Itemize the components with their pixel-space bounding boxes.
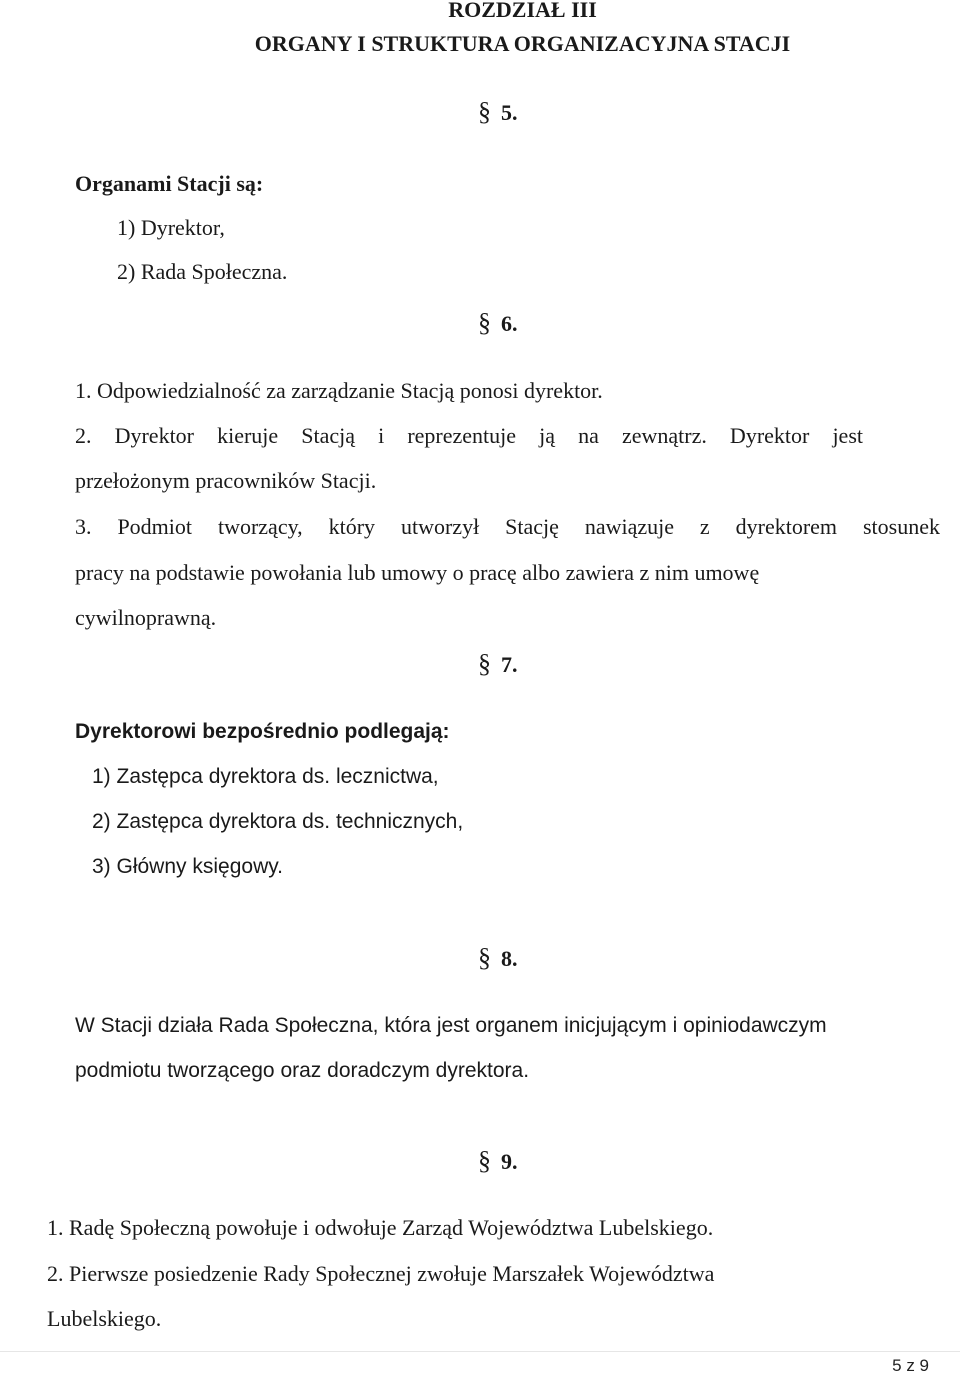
- page-number: 5 z 9: [892, 1356, 929, 1375]
- section-9-paragraph-2-line-2: Lubelskiego.: [47, 1306, 162, 1331]
- section-6-paragraph-2-line-2: przełożonym pracowników Stacji.: [75, 468, 377, 493]
- section-9-heading: [478, 1146, 518, 1176]
- section-6-paragraph-3-line-2: pracy na podstawie powołania lub umowy o pracę albo zawiera z nim umowę: [75, 560, 760, 585]
- chapter-title: ROZDZIAŁ III: [448, 0, 597, 22]
- section-symbol: §: [478, 308, 491, 337]
- list-item: 1) Dyrektor,: [117, 215, 225, 240]
- section-number: 6.: [501, 311, 518, 336]
- section-9-paragraph-2-line-1: 2. Pierwsze posiedzenie Rady Społecznej zwołuje Marszałek Województwa: [47, 1261, 715, 1286]
- section-number: 7.: [501, 652, 518, 677]
- section-6-paragraph-3-line-3: cywilnoprawną.: [75, 605, 217, 630]
- section-symbol: §: [478, 1146, 491, 1175]
- section-6-paragraph-2-line-1: 2. Dyrektor kieruje Stacją i reprezentuje ją na zewnątrz. Dyrektor jest: [75, 423, 863, 448]
- section-number: 9.: [501, 1149, 518, 1174]
- section-8-line-2: podmiotu tworzącego oraz doradczym dyrektora.: [75, 1059, 530, 1082]
- section-6-paragraph-1: 1. Odpowiedzialność za zarządzanie Stacją ponosi dyrektor.: [75, 378, 603, 403]
- section-6-paragraph-3-line-1: 3. Podmiot tworzący, który utworzył Stację nawiązuje z dyrektorem stosunek: [75, 514, 940, 539]
- list-item: 2) Rada Społeczna.: [117, 259, 288, 284]
- section-8-heading: [478, 943, 518, 973]
- section-6-heading: [478, 308, 518, 338]
- chapter-subtitle: ORGANY I STRUKTURA ORGANIZACYJNA STACJI: [254, 31, 791, 56]
- list-item: 3) Główny księgowy.: [92, 855, 284, 878]
- section-number: 8.: [501, 946, 518, 971]
- section-7-intro: Dyrektorowi bezpośrednio podlegają:: [75, 720, 450, 743]
- section-5-intro: Organami Stacji są:: [75, 171, 264, 196]
- section-symbol: §: [478, 97, 491, 126]
- section-symbol: §: [478, 649, 491, 678]
- section-number: 5.: [501, 100, 518, 125]
- list-item: 2) Zastępca dyrektora ds. technicznych,: [92, 810, 464, 833]
- section-symbol: §: [478, 943, 491, 972]
- section-7-heading: [478, 649, 518, 679]
- section-5-heading: [478, 97, 518, 127]
- section-8-line-1: W Stacji działa Rada Społeczna, która jest organem inicjującym i opiniodawczym: [75, 1014, 827, 1037]
- footer-divider: [0, 1351, 960, 1352]
- section-9-paragraph-1: 1. Radę Społeczną powołuje i odwołuje Zarząd Województwa Lubelskiego.: [47, 1215, 714, 1240]
- list-item: 1) Zastępca dyrektora ds. lecznictwa,: [92, 765, 439, 788]
